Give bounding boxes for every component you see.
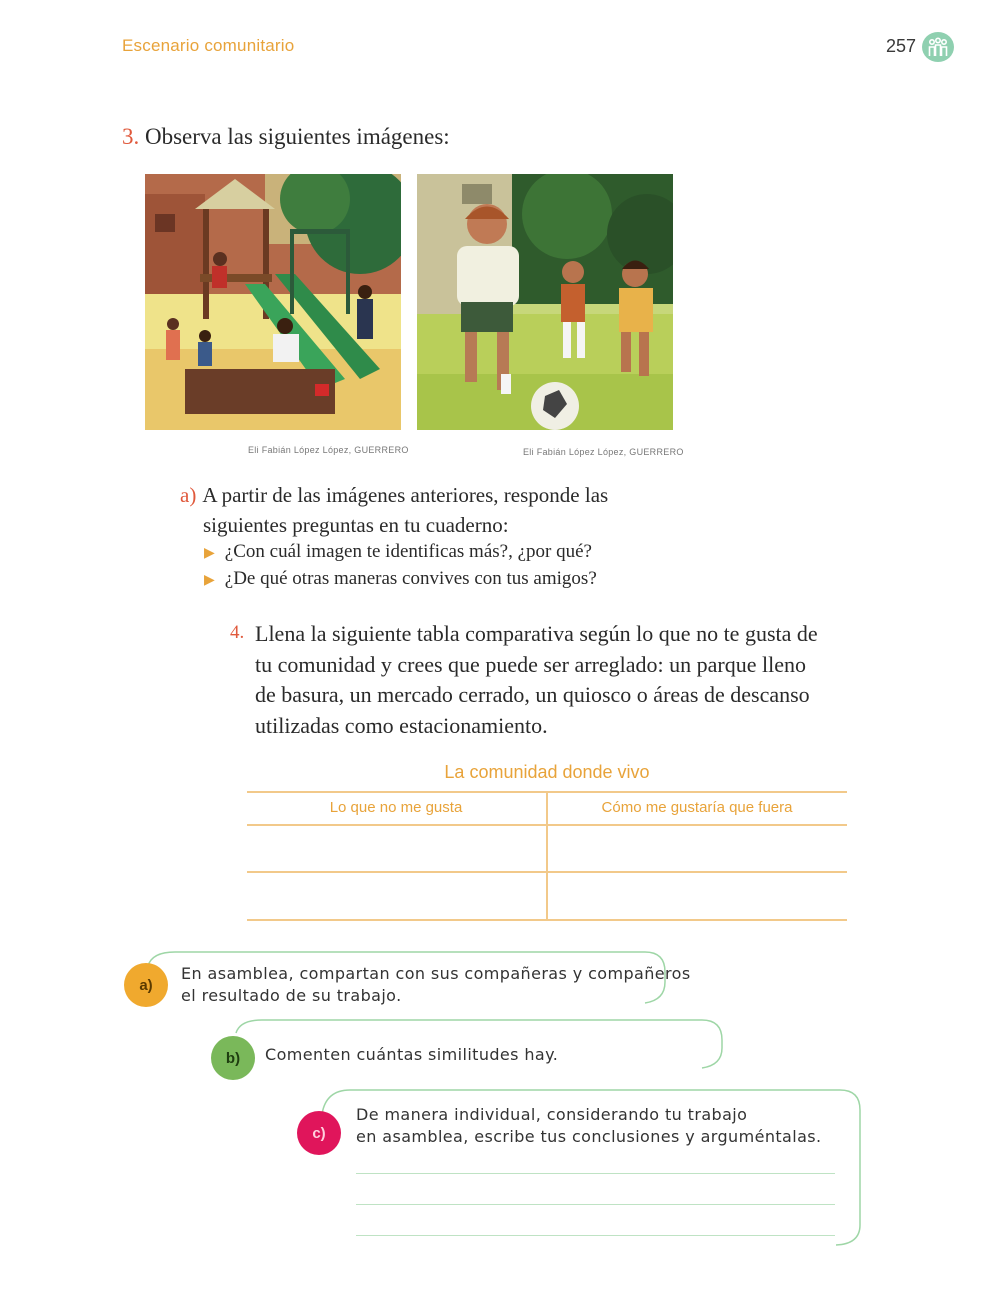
triangle-bullet-icon: ▶ — [204, 573, 215, 588]
step-b-text: Comenten cuántas similitudes hay. — [265, 1045, 559, 1064]
activity-text: Observa las siguientes imágenes: — [145, 124, 450, 149]
writing-line[interactable] — [356, 1235, 835, 1236]
instruction-line: tu comunidad y crees que puede ser arreglado: un parque lleno — [255, 651, 807, 677]
step-line: De manera individual, considerando tu trabajo — [356, 1105, 748, 1124]
page-number: 257 — [886, 36, 917, 56]
table-column-header: Lo que no me gusta — [329, 799, 463, 816]
step-label: c) — [312, 1124, 326, 1142]
step-line: en asamblea, escribe tus conclusiones y arguméntalas. — [356, 1127, 822, 1146]
image-credit: Eli Fabián López López, GUERRERO — [523, 447, 684, 457]
step-a-badge — [124, 963, 168, 1007]
table-title: La comunidad donde vivo — [444, 762, 650, 782]
bullet-text: ¿De qué otras maneras convives con tus amigos? — [224, 568, 597, 589]
question-label: a) — [180, 483, 197, 507]
step-c-text — [356, 1104, 822, 1148]
table-column-header: Cómo me gustaría que fuera — [601, 799, 793, 816]
instruction-line: utilizadas como estacionamiento. — [255, 712, 548, 738]
instruction-line: Llena la siguiente tabla comparativa según lo que no te gusta de — [255, 621, 818, 646]
step-line: el resultado de su trabajo. — [181, 986, 402, 1005]
step-c-badge — [297, 1111, 341, 1155]
section-title: Escenario comunitario — [122, 36, 295, 55]
image-credit: Eli Fabián López López, GUERRERO — [248, 445, 409, 455]
step-b-badge — [211, 1036, 255, 1080]
question-text: A partir de las imágenes anteriores, responde las — [202, 483, 609, 507]
bullet-text: ¿Con cuál imagen te identificas más?, ¿por qué? — [224, 541, 592, 562]
step-a-text — [181, 963, 691, 1007]
question-text: siguientes preguntas en tu cuaderno: — [203, 513, 509, 537]
activity-number: 3. — [122, 124, 140, 149]
activity-number: 4. — [230, 622, 245, 643]
writing-line[interactable] — [356, 1173, 835, 1174]
step-line: En asamblea, compartan con sus compañeras y compañeros — [181, 964, 691, 983]
triangle-bullet-icon: ▶ — [204, 546, 215, 561]
step-label: a) — [139, 976, 153, 994]
step-label: b) — [225, 1049, 241, 1067]
writing-line[interactable] — [356, 1204, 835, 1205]
instruction-line: de basura, un mercado cerrado, un quiosco o áreas de descanso — [255, 682, 810, 707]
